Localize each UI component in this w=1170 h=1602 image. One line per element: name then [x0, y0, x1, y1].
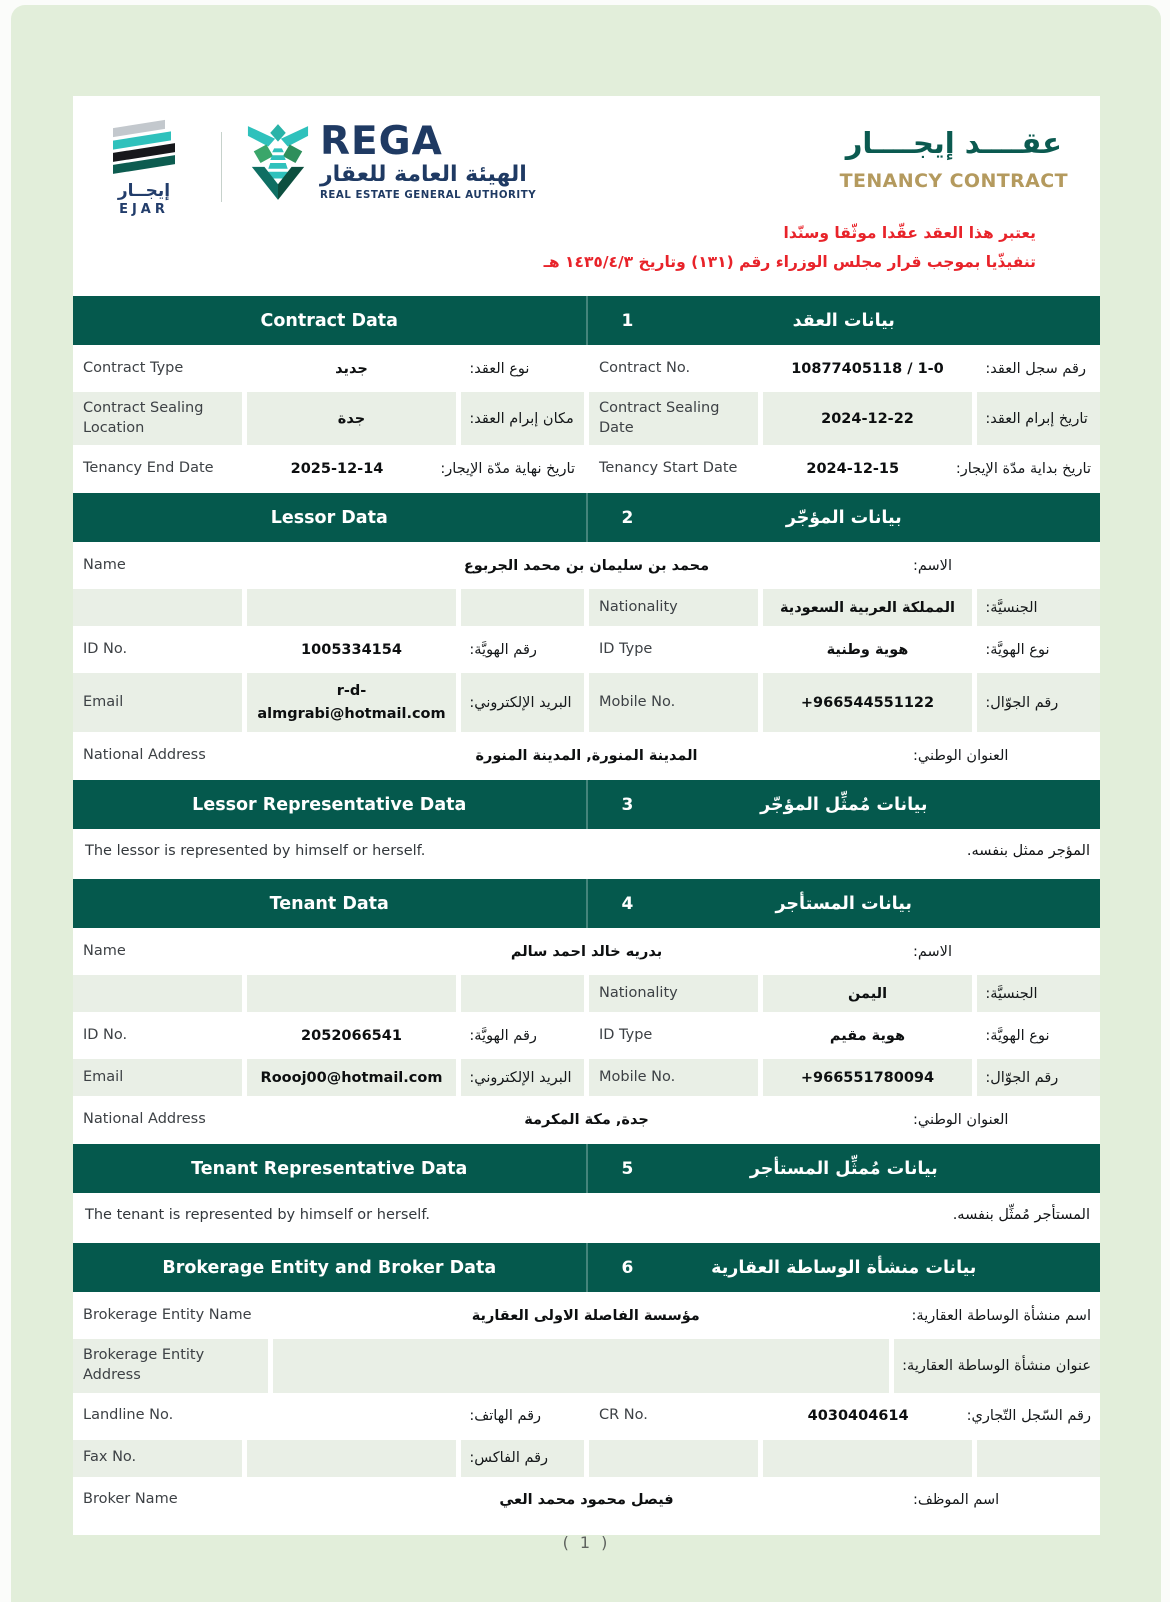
- ejar-wordmark-latin: EJAR: [119, 202, 169, 217]
- section-1-title-ar-wrap: [588, 296, 1101, 345]
- value: 2024-12-15: [806, 460, 900, 477]
- field-sealing-location: [73, 392, 584, 445]
- empty-half: [589, 1440, 1100, 1477]
- legal-notice: [73, 217, 1100, 290]
- row-brokerage-address: [73, 1339, 1100, 1392]
- value: المملكة العربية السعودية: [763, 589, 973, 626]
- section-3-title-ar-wrap: [588, 780, 1101, 829]
- section-5-header: [73, 1144, 1100, 1193]
- field-tenancy-start: [589, 450, 1100, 487]
- label-ar: الاسم:: [913, 557, 952, 574]
- contract-title-block: [840, 126, 1072, 192]
- label-ar: الاسم:: [913, 943, 952, 960]
- label-en: Contract Sealing Date: [589, 392, 758, 445]
- label-ar: الجنسيَّة:: [977, 589, 1100, 626]
- section-2-number: 2: [621, 507, 634, 528]
- field-tenant-id-type: [589, 1017, 1100, 1054]
- field-landline: [73, 1398, 584, 1435]
- section-6-title-en: Brokerage Entity and Broker Data: [73, 1243, 588, 1292]
- value: اليمن: [763, 975, 973, 1012]
- rega-wordmark: REGA: [320, 119, 443, 165]
- ejar-wordmark-arabic: إيجــار: [117, 181, 171, 201]
- label-ar: الجنسيَّة:: [977, 975, 1100, 1012]
- note-en: The lessor is represented by himself or herself.: [85, 843, 426, 860]
- field-tenant-nationality: [589, 975, 1100, 1012]
- section-5-title-ar-wrap: [588, 1144, 1101, 1193]
- value: 10877405118 / 1-0: [791, 360, 944, 377]
- section-1-number: 1: [621, 310, 634, 331]
- field-lessor-id-no: [73, 631, 584, 668]
- section-5-title-ar: بيانات مُمثِّل المستأجر: [749, 1158, 938, 1179]
- value: جدة, مكة المكرمة: [524, 1111, 649, 1128]
- label-en: Landline No.: [83, 1407, 174, 1424]
- value: 2025-12-14: [290, 460, 384, 477]
- label-en: Name: [83, 943, 126, 960]
- section-6-title-ar: بيانات منشأة الوساطة العقارية: [711, 1257, 977, 1278]
- logo-divider: [221, 132, 222, 202]
- section-6-number: 6: [621, 1257, 634, 1278]
- label-ar: نوع العقد:: [469, 360, 530, 377]
- label-ar: رقم الهويَّة:: [469, 641, 537, 658]
- row-broker-name: [73, 1482, 1100, 1519]
- row-tenant-id: [73, 1017, 1100, 1054]
- field-lessor-nationality: [589, 589, 1100, 626]
- row-lessor-address: [73, 737, 1100, 774]
- label-ar: نوع الهويَّة:: [985, 641, 1050, 658]
- field-sealing-date: [589, 392, 1100, 445]
- value: +966544551122: [763, 673, 973, 732]
- section-4-number: 4: [621, 893, 634, 914]
- section-4-header: [73, 879, 1100, 928]
- section-2-header: [73, 493, 1100, 542]
- row-brokerage-name: [73, 1297, 1100, 1334]
- value: فيصل محمود محمد العي: [499, 1491, 674, 1508]
- section-4-title-ar-wrap: [588, 879, 1101, 928]
- value: هوية مقيم: [829, 1027, 906, 1044]
- value: Roooj00@hotmail.com: [247, 1059, 457, 1096]
- value: [247, 1440, 457, 1477]
- label-ar: مكان إبرام العقد:: [461, 392, 584, 445]
- contract-document: [73, 96, 1100, 1535]
- section-3-title-en: Lessor Representative Data: [73, 780, 588, 829]
- section-1-title-ar: بيانات العقد: [792, 310, 895, 331]
- label-ar: البريد الإلكتروني:: [461, 1059, 584, 1096]
- label-en: Email: [73, 673, 242, 732]
- label-ar: تاريخ إبرام العقد:: [977, 392, 1100, 445]
- empty-half: [73, 975, 584, 1012]
- label-en: Contract No.: [599, 360, 691, 377]
- rega-palm-icon: [246, 122, 310, 202]
- value: المدينة المنورة, المدينة المنورة: [475, 747, 698, 764]
- label-en: ID Type: [599, 1027, 653, 1044]
- row-lessor-contact: [73, 673, 1100, 732]
- label-en: Mobile No.: [589, 673, 758, 732]
- note-en: The tenant is represented by himself or herself.: [85, 1207, 430, 1224]
- label-en: Contract Type: [83, 360, 184, 377]
- section-3-number: 3: [621, 794, 634, 815]
- field-contract-type: [73, 350, 584, 387]
- value: [273, 1339, 889, 1392]
- section-2-title-en: Lessor Data: [73, 493, 588, 542]
- field-tenant-email: [73, 1059, 584, 1096]
- label-en: ID Type: [599, 641, 653, 658]
- label-ar: رقم الهاتف:: [469, 1408, 542, 1425]
- rega-name-latin: REAL ESTATE GENERAL AUTHORITY: [320, 189, 537, 201]
- label-en: Nationality: [589, 589, 758, 626]
- section-6-title-ar-wrap: [588, 1243, 1101, 1292]
- field-tenant-id-no: [73, 1017, 584, 1054]
- field-tenant-mobile: [589, 1059, 1100, 1096]
- lessor-representative-note: [73, 829, 1100, 873]
- label-ar: تاريخ نهاية مدّة الإيجار:: [440, 460, 575, 477]
- value: +966551780094: [763, 1059, 973, 1096]
- label-en: Brokerage Entity Name: [83, 1307, 252, 1324]
- label-ar: رقم الهويَّة:: [469, 1027, 537, 1044]
- legal-notice-line1: يعتبر هذا العقد عقّدا موثّقا وسنّدا: [783, 224, 1036, 242]
- value: بدريه خالد احمد سالم: [510, 943, 663, 960]
- label-ar: عنوان منشأة الوساطة العقارية:: [894, 1339, 1100, 1392]
- label-ar: رقم الفاكس:: [461, 1440, 584, 1477]
- section-4-title-ar: بيانات المستأجر: [775, 893, 912, 914]
- label-ar: رقم سجل العقد:: [985, 360, 1086, 377]
- row-tenant-nationality: [73, 975, 1100, 1012]
- field-lessor-id-type: [589, 631, 1100, 668]
- section-3-title-ar: بيانات مُمثِّل المؤجّر: [760, 794, 928, 815]
- label-en: Email: [73, 1059, 242, 1096]
- label-en: Name: [83, 557, 126, 574]
- section-6-header: [73, 1243, 1100, 1292]
- section-2-title-ar: بيانات المؤجّر: [785, 507, 902, 528]
- section-4-title-en: Tenant Data: [73, 879, 588, 928]
- label-en: ID No.: [83, 1027, 128, 1044]
- legal-notice-line2: تنفيذّيا بموجب قرار مجلس الوزراء رقم (١٣١) وتاريخ ١٤٣٥/٤/٣ هـ: [543, 252, 1036, 271]
- row-tenant-address: [73, 1101, 1100, 1138]
- value: 4030404614: [807, 1407, 909, 1424]
- value: [247, 1398, 457, 1435]
- row-tenant-name: [73, 933, 1100, 970]
- field-lessor-email: [73, 673, 584, 732]
- label-en: ID No.: [83, 641, 128, 658]
- label-en: Mobile No.: [589, 1059, 758, 1096]
- row-tenancy-dates: [73, 450, 1100, 487]
- ejar-logo: [91, 124, 197, 217]
- field-tenancy-end: [73, 450, 584, 487]
- label-ar: اسم الموظف:: [913, 1492, 1000, 1509]
- tenant-representative-note: [73, 1193, 1100, 1237]
- section-1-header: [73, 296, 1100, 345]
- label-ar: تاريخ بداية مدّة الإيجار:: [955, 460, 1091, 477]
- field-contract-no: [589, 350, 1100, 387]
- value: r-d-almgrabi@hotmail.com: [247, 673, 457, 732]
- value: جديد: [335, 360, 368, 377]
- value: هوية وطنية: [826, 641, 909, 658]
- label-ar: رقم الجوّال:: [977, 673, 1100, 732]
- section-5-title-en: Tenant Representative Data: [73, 1144, 588, 1193]
- label-ar: العنوان الوطني:: [913, 747, 1009, 764]
- field-fax: [73, 1440, 584, 1477]
- row-sealing: [73, 392, 1100, 445]
- row-cr-landline: [73, 1398, 1100, 1435]
- label-ar: العنوان الوطني:: [913, 1111, 1009, 1128]
- rega-logo: [246, 119, 537, 202]
- label-en: Brokerage Entity Address: [73, 1339, 268, 1392]
- label-en: CR No.: [599, 1407, 648, 1424]
- value: محمد بن سليمان بن محمد الجربوع: [463, 557, 710, 574]
- row-tenant-contact: [73, 1059, 1100, 1096]
- label-en: Tenancy Start Date: [599, 460, 738, 477]
- page-number: ( 1 ): [562, 1533, 611, 1552]
- label-ar: نوع الهويَّة:: [985, 1027, 1050, 1044]
- empty-half: [73, 589, 584, 626]
- label-ar: رقم الجوّال:: [977, 1059, 1100, 1096]
- rega-name-arabic: الهيئة العامة للعقار: [320, 161, 527, 187]
- section-3-header: [73, 780, 1100, 829]
- contract-title-arabic: عقــــد إيجــــار: [845, 126, 1062, 160]
- ejar-stripes-icon: [113, 124, 175, 172]
- value: 1005334154: [301, 641, 402, 658]
- label-en: Nationality: [589, 975, 758, 1012]
- label-ar: رقم السّجل التّجاري:: [966, 1408, 1091, 1425]
- label-ar: البريد الإلكتروني:: [461, 673, 584, 732]
- label-en: National Address: [83, 1111, 206, 1128]
- note-ar: المستأجر مُمثِّل بنفسه.: [952, 1207, 1090, 1224]
- contract-title-english: TENANCY CONTRACT: [839, 170, 1068, 192]
- row-lessor-name: [73, 547, 1100, 584]
- section-1-title-en: Contract Data: [73, 296, 588, 345]
- document-header: [73, 96, 1100, 217]
- note-ar: المؤجر ممثل بنفسه.: [966, 843, 1090, 860]
- label-en: Fax No.: [73, 1440, 242, 1477]
- field-cr-no: [589, 1398, 1100, 1435]
- row-contract-no-type: [73, 350, 1100, 387]
- value: مؤسسة الفاصلة الاولى العقارية: [471, 1307, 700, 1324]
- label-en: Contract Sealing Location: [73, 392, 242, 445]
- row-fax: [73, 1440, 1100, 1477]
- label-ar: اسم منشأة الوساطة العقارية:: [911, 1307, 1091, 1324]
- value: 2052066541: [301, 1027, 402, 1044]
- section-5-number: 5: [621, 1158, 634, 1179]
- value: 2024-12-22: [763, 392, 973, 445]
- value: جدة: [247, 392, 457, 445]
- row-lessor-id: [73, 631, 1100, 668]
- label-en: Tenancy End Date: [83, 460, 214, 477]
- label-en: National Address: [83, 747, 206, 764]
- field-lessor-mobile: [589, 673, 1100, 732]
- row-lessor-nationality: [73, 589, 1100, 626]
- label-en: Broker Name: [83, 1491, 178, 1508]
- section-2-title-ar-wrap: [588, 493, 1101, 542]
